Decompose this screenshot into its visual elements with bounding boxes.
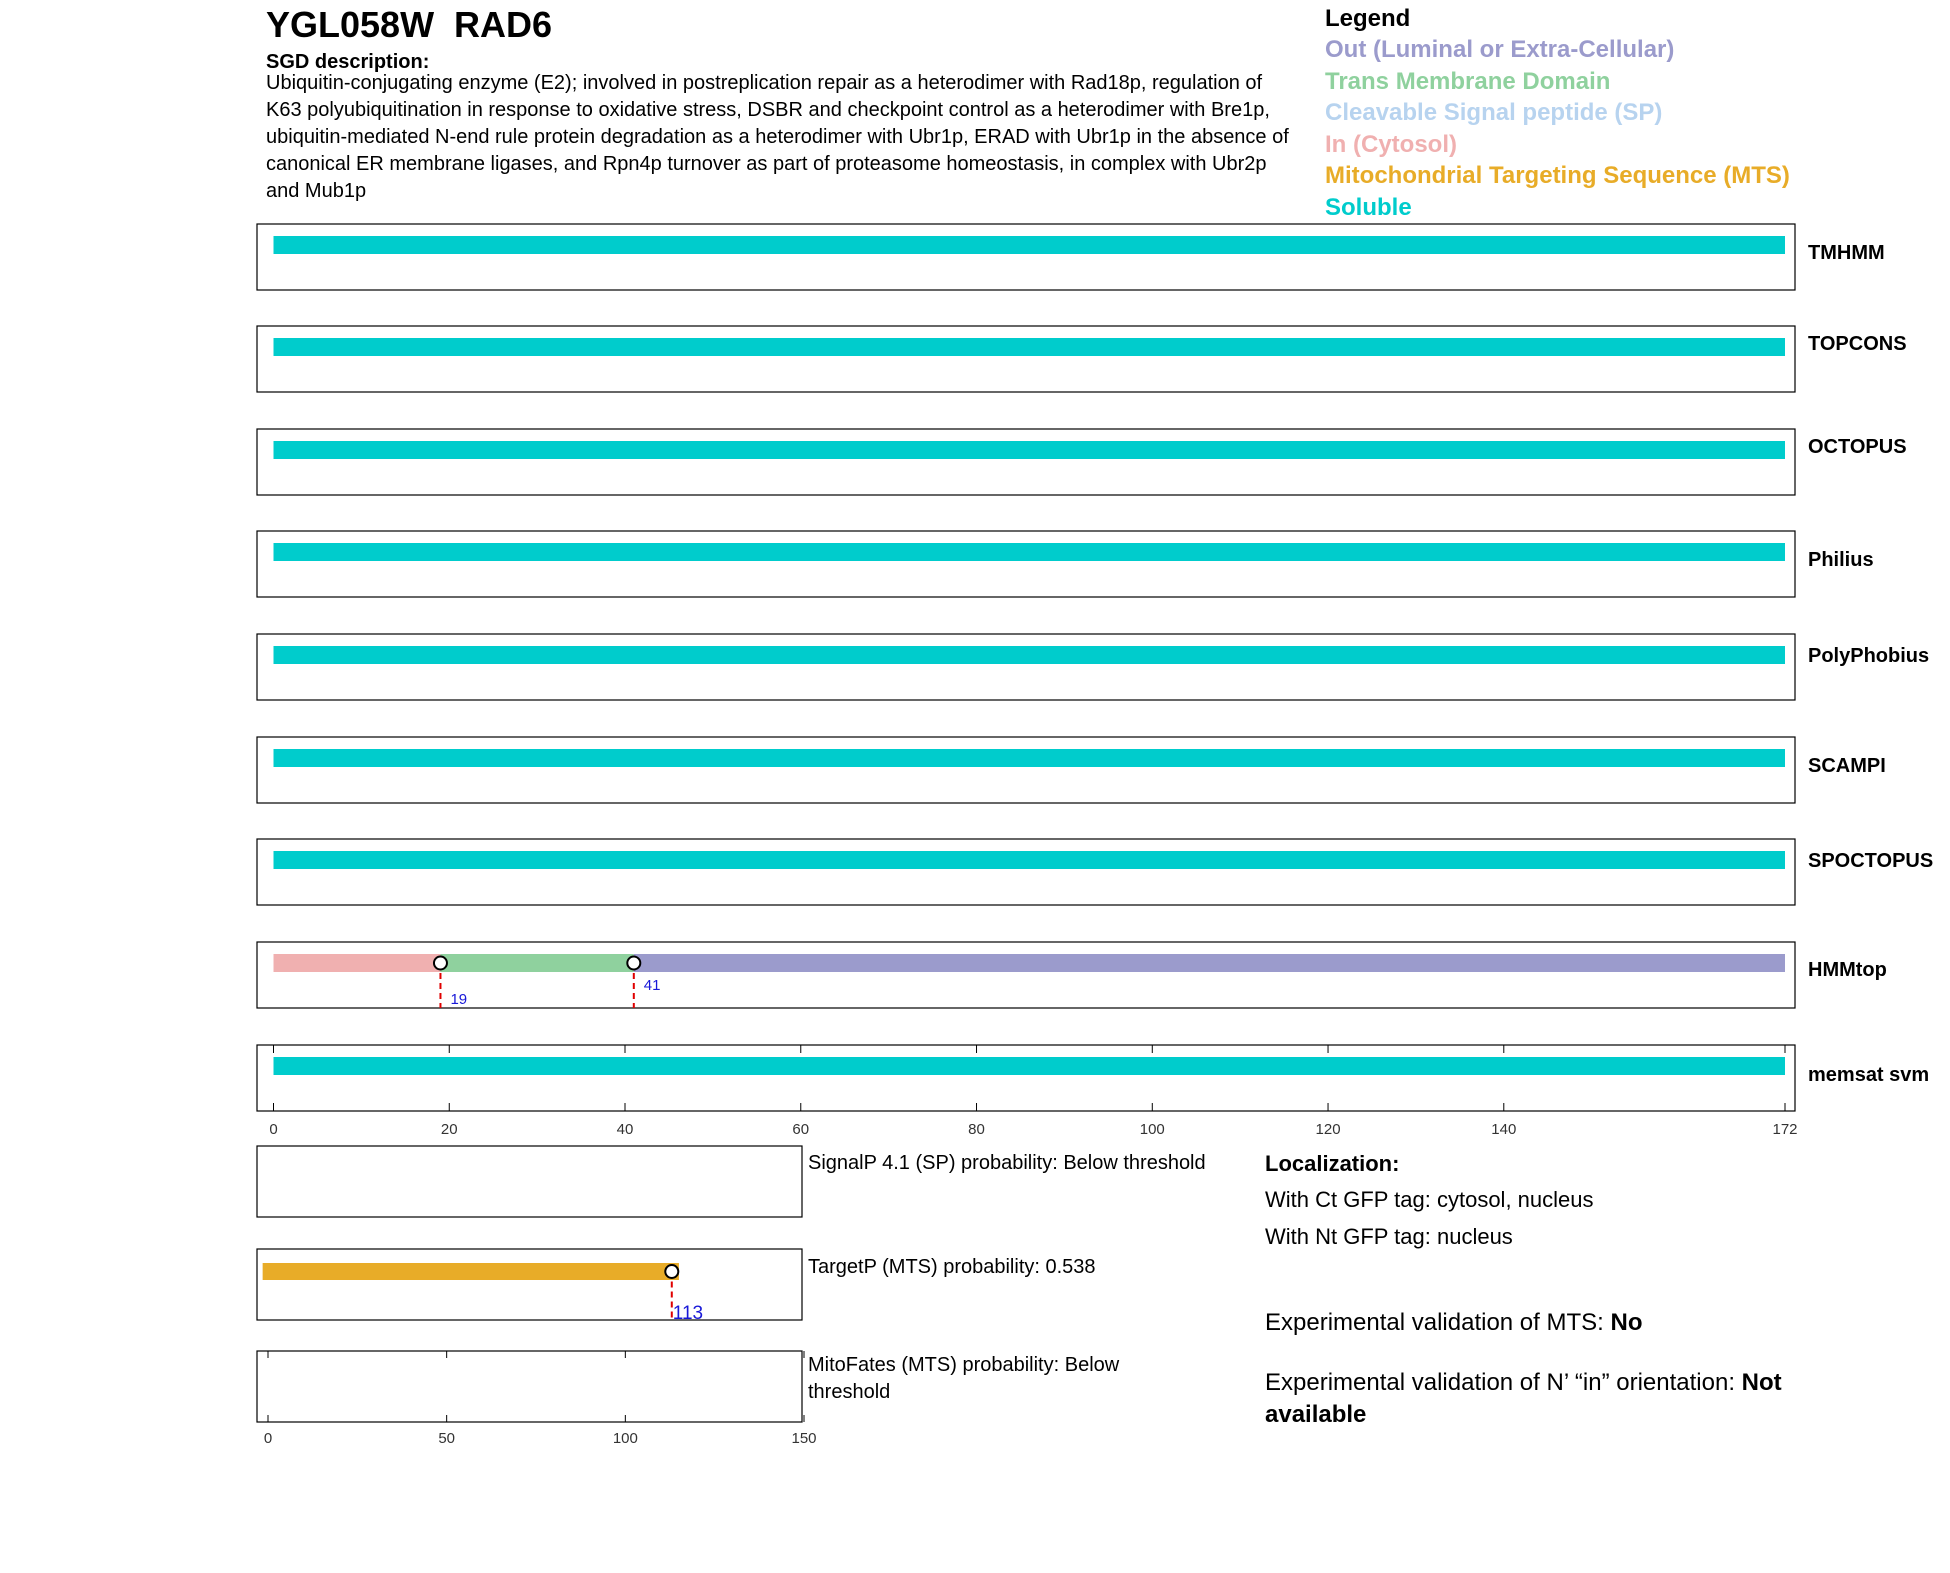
localization-ct-gfp: With Ct GFP tag: cytosol, nucleus	[1265, 1187, 1594, 1212]
target-frame-signalp	[257, 1146, 802, 1217]
targetp-probability: TargetP (MTS) probability: 0.538	[808, 1256, 1096, 1278]
track-label-scampi: SCAMPI	[1808, 755, 1886, 777]
xtick-label-0: 0	[269, 1121, 278, 1138]
sgd-description-label: SGD description:	[266, 51, 430, 73]
target-xtick-label-1: 50	[438, 1430, 456, 1447]
xtick-label-5: 100	[1139, 1121, 1165, 1138]
track-label-philius: Philius	[1808, 549, 1874, 571]
legend-item-mts: Mitochondrial Targeting Sequence (MTS)	[1325, 162, 1790, 190]
validation-mts-value: No	[1610, 1309, 1643, 1336]
legend-item-tm: Trans Membrane Domain	[1325, 67, 1611, 95]
legend-item-sp: Cleavable Signal peptide (SP)	[1325, 99, 1663, 127]
track-label-spoctopus: SPOCTOPUS	[1808, 850, 1934, 872]
sgd-description-text: Ubiquitin-conjugating enzyme (E2); involved in postreplication repair as a heterodimer with Rad18p, regulation of K63 polyubiquitination in response to oxidative stress, DSBR and checkpoint control as a heterodimer with Bre1p, ubiquitin-mediated N-end rule protein degradation as a heterodimer with Ubr1p, ERAD with Ubr1p in the absence of canonical ER membrane ligases, and Rpn4p turnover as part of proteasome homeostasis, in complex with Ubr2p and Mub1p	[266, 72, 1289, 202]
track-label-memsat-svm: memsat svm	[1808, 1064, 1930, 1086]
signalp-probability: SignalP 4.1 (SP) probability: Below threshold	[808, 1152, 1206, 1174]
target-frame-mitofates	[257, 1351, 802, 1422]
mitofates-probability: MitoFates (MTS) probability: Below threshold	[808, 1354, 1120, 1403]
xtick-label-7: 140	[1491, 1121, 1517, 1138]
target-marker-label-targetp-0: 113	[672, 1303, 704, 1324]
track-label-tmhmm: TMHMM	[1808, 242, 1885, 264]
track-label-polyphobius: PolyPhobius	[1808, 645, 1930, 667]
xtick-label-2: 40	[616, 1121, 634, 1138]
gene-title: YGL058W RAD6	[266, 4, 553, 45]
marker-label-hmmtop-1: 41	[643, 977, 661, 994]
xtick-label-1: 20	[440, 1121, 458, 1138]
track-label-hmmtop: HMMtop	[1808, 959, 1887, 981]
target-frame-targetp	[257, 1249, 802, 1320]
target-xtick-label-2: 100	[612, 1430, 638, 1447]
target-marker-circle-targetp-0	[665, 1265, 678, 1278]
validation-orientation	[1265, 1367, 1865, 1431]
marker-label-hmmtop-0: 19	[450, 991, 468, 1008]
validation-mts	[1265, 1309, 1642, 1337]
validation-orientation-value: Not available	[1265, 1369, 1782, 1428]
localization-title: Localization:	[1265, 1151, 1400, 1176]
target-segment-targetp-0	[263, 1263, 679, 1280]
xtick-label-8: 172	[1772, 1121, 1798, 1138]
validation-orientation-label: Experimental validation of N’ “in” orientation:	[1265, 1369, 1742, 1396]
legend-title: Legend	[1325, 5, 1411, 32]
legend-item-in: In (Cytosol)	[1325, 130, 1457, 158]
track-label-octopus: OCTOPUS	[1808, 436, 1907, 458]
track-label-topcons: TOPCONS	[1808, 333, 1907, 355]
xtick-label-6: 120	[1315, 1121, 1341, 1138]
xtick-label-4: 80	[968, 1121, 985, 1138]
target-xtick-label-3: 150	[791, 1430, 817, 1447]
legend-item-soluble: Soluble	[1325, 193, 1412, 221]
legend-item-out: Out (Luminal or Extra-Cellular)	[1325, 36, 1675, 63]
localization-nt-gfp: With Nt GFP tag: nucleus	[1265, 1224, 1513, 1249]
xtick-label-3: 60	[792, 1121, 810, 1138]
validation-mts-label: Experimental validation of MTS:	[1265, 1309, 1611, 1336]
target-xtick-label-0: 0	[263, 1430, 273, 1447]
